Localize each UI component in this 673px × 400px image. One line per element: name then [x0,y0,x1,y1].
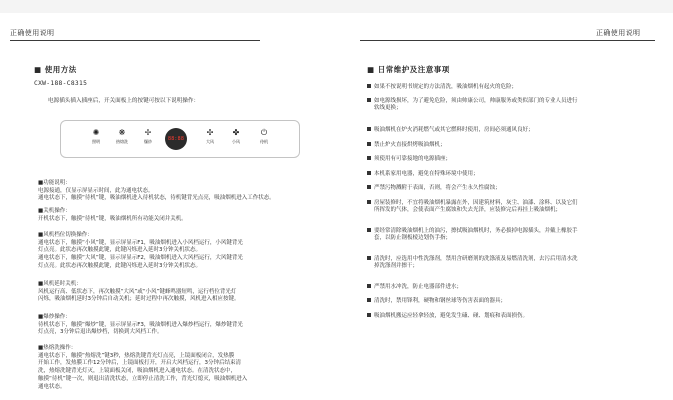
block-title: ■风机档位切换操作： [38,232,93,238]
header-title-left: 正确使用说明 [10,29,55,37]
panel-button-label: 小风 [232,139,240,144]
block-line: 洗，热熔洗键背光灯灭，上镜面板关闭，吸油烟机进入通电状态。在清洗状态中， [38,368,237,375]
maintenance-section-title: ■ 日常维护及注意事项 [367,65,450,74]
panel-button-label: 大风 [206,139,214,144]
notice-item: 房屋装修时，不宜将吸油烟机暴露在外，因建筑材料，灰尘、油漆、涂料、以及它们 所挥发的气体，会使表面产生腐蚀和失去光泽，应装修完后再挂上吸油烟机； [367,200,659,215]
panel-button-light[interactable] [87,127,105,153]
fan-icon: ✢ [144,128,152,137]
panel-button-label: 热熔洗 [116,139,128,144]
bullet-square-icon [367,298,371,302]
bullet-square-icon [367,185,371,189]
notice-item: 严禁污物溅附于表面，否则，将会产生永久性腐蚀； [367,185,659,192]
block-line: 开始工作，发热膜工作12分钟后，上镜面板打开，开启大风档运行，3分钟后结束清 [38,360,242,367]
fan-speed-block [38,232,316,271]
notice-item: 清洗时，应选用中性洗涤剂，禁用含研磨剂的洗涤液及易燃清洗剂，去污后用清水洗 掉洗涤剂并擦干； [367,256,659,271]
panel-button-low-fan[interactable] [227,127,245,153]
bullet-square-icon [367,171,371,175]
control-panel [60,120,300,158]
panel-button-label: 爆炒 [144,139,152,144]
power-icon: ⏻ [260,128,268,137]
hot-wash-block [38,345,316,391]
bullet-square-icon [367,313,371,317]
panel-button-standby[interactable] [255,127,273,153]
block-line: 灯点亮。此状态再次触摸此键，此键闪烁进入延时3分钟关机状态。 [38,247,202,254]
block-line: 待机状态下，触摸“爆炒”键，显示屏显示F3，吸油烟机进入爆炒档运行，爆炒键背光 [38,321,243,328]
time-display [165,128,187,150]
small-fan-icon: ✤ [232,128,240,137]
panel-button-label: 照明 [92,139,100,144]
notice-item: 本机系家用电器，避免在特殊环境中使用； [367,171,659,178]
bullet-square-icon [367,98,371,102]
function-description-block [38,180,316,203]
notice-item: 如果不按说明书规定的方法清洗，吸油烟机有起火的危险； [367,84,659,91]
block-line: 触摸“待机”键一次，则退出清洗状态，立即停止清洗工作，背光灯熄灭，吸油烟机进入 [38,375,248,382]
bullet-square-icon [367,156,371,160]
block-line: 通电状态下，触摸“热熔洗”键3秒，热熔洗键背光灯点亮，上镜面板闭合，发热膜 [38,352,235,359]
notice-item: 清洗时，禁用锋利，硬物和钢丝球等伤害表面的器具； [367,298,659,305]
panel-button-hot-wash[interactable] [113,127,131,153]
usage-intro: 电源插头插入插座后，开关面板上的按键可按以下说明操作： [48,98,200,104]
bullet-square-icon [367,284,371,288]
bullet-square-icon [367,142,371,146]
usage-section-title: ■ 使用方法 [34,65,77,74]
block-line: 通电状态下，触摸“待机”键，吸油烟机进入待机状态，待机键背光点亮，吸油烟机进入工作状态。 [38,195,275,202]
block-title: ■热熔洗操作： [38,345,77,351]
block-line: 通电状态下，触摸“大风”键，显示屏显示F2，吸油烟机进入大风档运行，大风键背光 [38,255,243,262]
header-divider-right [360,40,655,41]
bullet-square-icon [367,200,371,204]
block-line: 风机运行高、低状态下，再次触摸“大风”或“小风”键蜂鸣器短鸣，运行档位背光灯 [38,288,237,295]
block-line: 通电状态下，触摸“小风”键，显示屏显示F1，吸油烟机进入小风档运行，小风键背光 [38,239,243,246]
notice-item: 须使用有可靠接地的电源插座； [367,156,659,163]
notice-item: 如电源线损坏，为了避免危险，须由帅康公司，帅康服务或类似部门的专业人员进行 软线更换； [367,98,659,113]
panel-button-stir-fry[interactable] [139,127,157,153]
block-line: 灯点亮，3分钟后退出爆炒档，切换到大风档工作。 [38,329,163,336]
bullet-square-icon [367,127,371,131]
block-line: 闪烁，吸油烟机延时3分钟后自动关机；延时过程中再次触摸，风机进入相应按键。 [38,296,240,303]
power-off-block [38,208,316,223]
stir-fry-block [38,314,316,337]
block-line: 灯点亮。此状态再次触摸此键，此键闪烁进入延时3分钟关机状态。 [38,262,202,269]
notice-item: 严禁用水冲洗，防止电器部件进水； [367,284,659,291]
bullet-square-icon [367,84,371,88]
block-title: ■风机延时关机： [38,281,82,287]
header-divider-left [10,40,260,41]
block-line: 开机状态下，触摸“待机”键，吸油烟机所有功能关闭并关机。 [38,215,187,222]
bullet-square-icon [367,256,371,260]
panel-button-label: 待机 [260,139,268,144]
big-fan-icon: ✣ [206,128,214,137]
header-title-right: 正确使用说明 [596,29,641,37]
block-title: ■关机操作： [38,208,71,214]
bullet-square-icon [367,228,371,232]
hot-wash-icon: ❋ [118,128,126,137]
notice-item: 吸油烟机搬运应轻拿轻放，避免发生磕、碰、划痕和表面损伤。 [367,313,659,320]
block-line: 电源接通，仅显示屏显示时间，此为通电状态。 [38,187,154,194]
model-number: CXW-188-C8315 [34,80,88,87]
delay-off-block [38,281,316,304]
panel-button-high-fan[interactable] [201,127,219,153]
notice-item: 要经常清除吸油烟机上的油污，擦拭吸油烟机时，务必拔掉电源插头，并戴上橡胶手 套，以防止钢板棱边划伤手指； [367,228,659,243]
notice-item: 禁止炉火直接烘烤吸油烟机； [367,142,659,149]
block-title: ■功能说明： [38,180,71,186]
time-display-digits: 88:88 [168,136,185,142]
block-line: 通电状态。 [38,383,66,390]
header-band [0,0,673,13]
light-icon: ✺ [92,128,100,137]
block-title: ■爆炒操作： [38,314,71,320]
notice-item: 吸油烟机在炉火消耗燃气或其它燃料时使用，房间必须通风良好； [367,127,659,134]
